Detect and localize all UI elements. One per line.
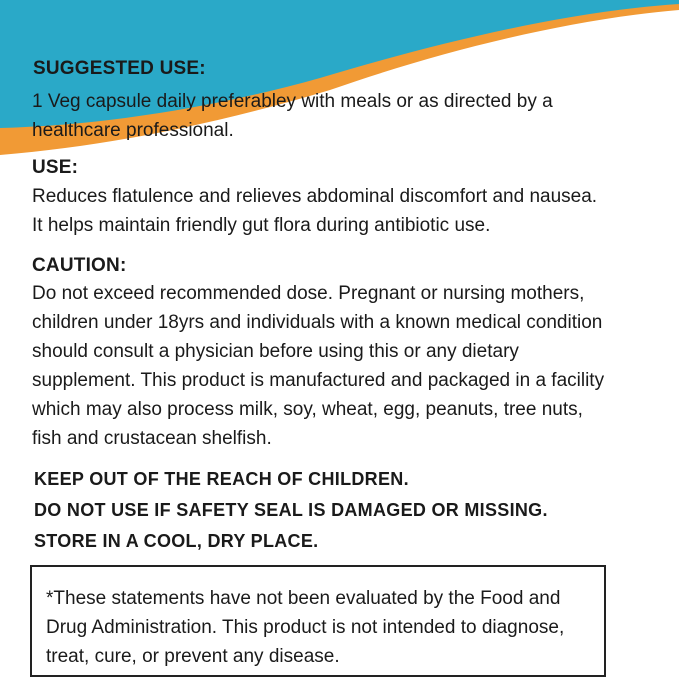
caution-text bbox=[32, 279, 662, 453]
use-text bbox=[32, 182, 662, 240]
text-line: children under 18yrs and individuals with a known medical condition bbox=[32, 312, 603, 333]
use-heading: USE: bbox=[32, 157, 79, 178]
suggested-use-heading: SUGGESTED USE: bbox=[33, 58, 206, 79]
text-line: 1 Veg capsule daily preferabley with meals or as directed by a bbox=[32, 91, 553, 112]
warning-safety-seal: DO NOT USE IF SAFETY SEAL IS DAMAGED OR MISSING. bbox=[34, 500, 548, 520]
suggested-use-text bbox=[32, 87, 652, 145]
text-line: Do not exceed recommended dose. Pregnant or nursing mothers, bbox=[32, 283, 585, 304]
text-line: which may also process milk, soy, wheat, egg, peanuts, tree nuts, bbox=[32, 399, 583, 420]
text-line: It helps maintain friendly gut flora during antibiotic use. bbox=[32, 215, 491, 236]
text-line: Drug Administration. This product is not intended to diagnose, bbox=[46, 617, 565, 638]
warning-keep-out-of-reach: KEEP OUT OF THE REACH OF CHILDREN. bbox=[34, 469, 409, 489]
text-line: treat, cure, or prevent any disease. bbox=[46, 646, 340, 667]
warning-storage: STORE IN A COOL, DRY PLACE. bbox=[34, 531, 319, 551]
text-line: healthcare professional. bbox=[32, 120, 234, 141]
text-line: Reduces flatulence and relieves abdominal discomfort and nausea. bbox=[32, 186, 598, 207]
fda-disclaimer-box bbox=[30, 565, 606, 677]
text-line: *These statements have not been evaluated by the Food and bbox=[46, 588, 561, 609]
text-line: supplement. This product is manufactured and packaged in a facility bbox=[32, 370, 605, 391]
caution-heading: CAUTION: bbox=[32, 255, 127, 276]
text-line: fish and crustacean shelfish. bbox=[32, 428, 272, 449]
warning-statements bbox=[34, 464, 664, 557]
text-line: should consult a physician before using this or any dietary bbox=[32, 341, 519, 362]
